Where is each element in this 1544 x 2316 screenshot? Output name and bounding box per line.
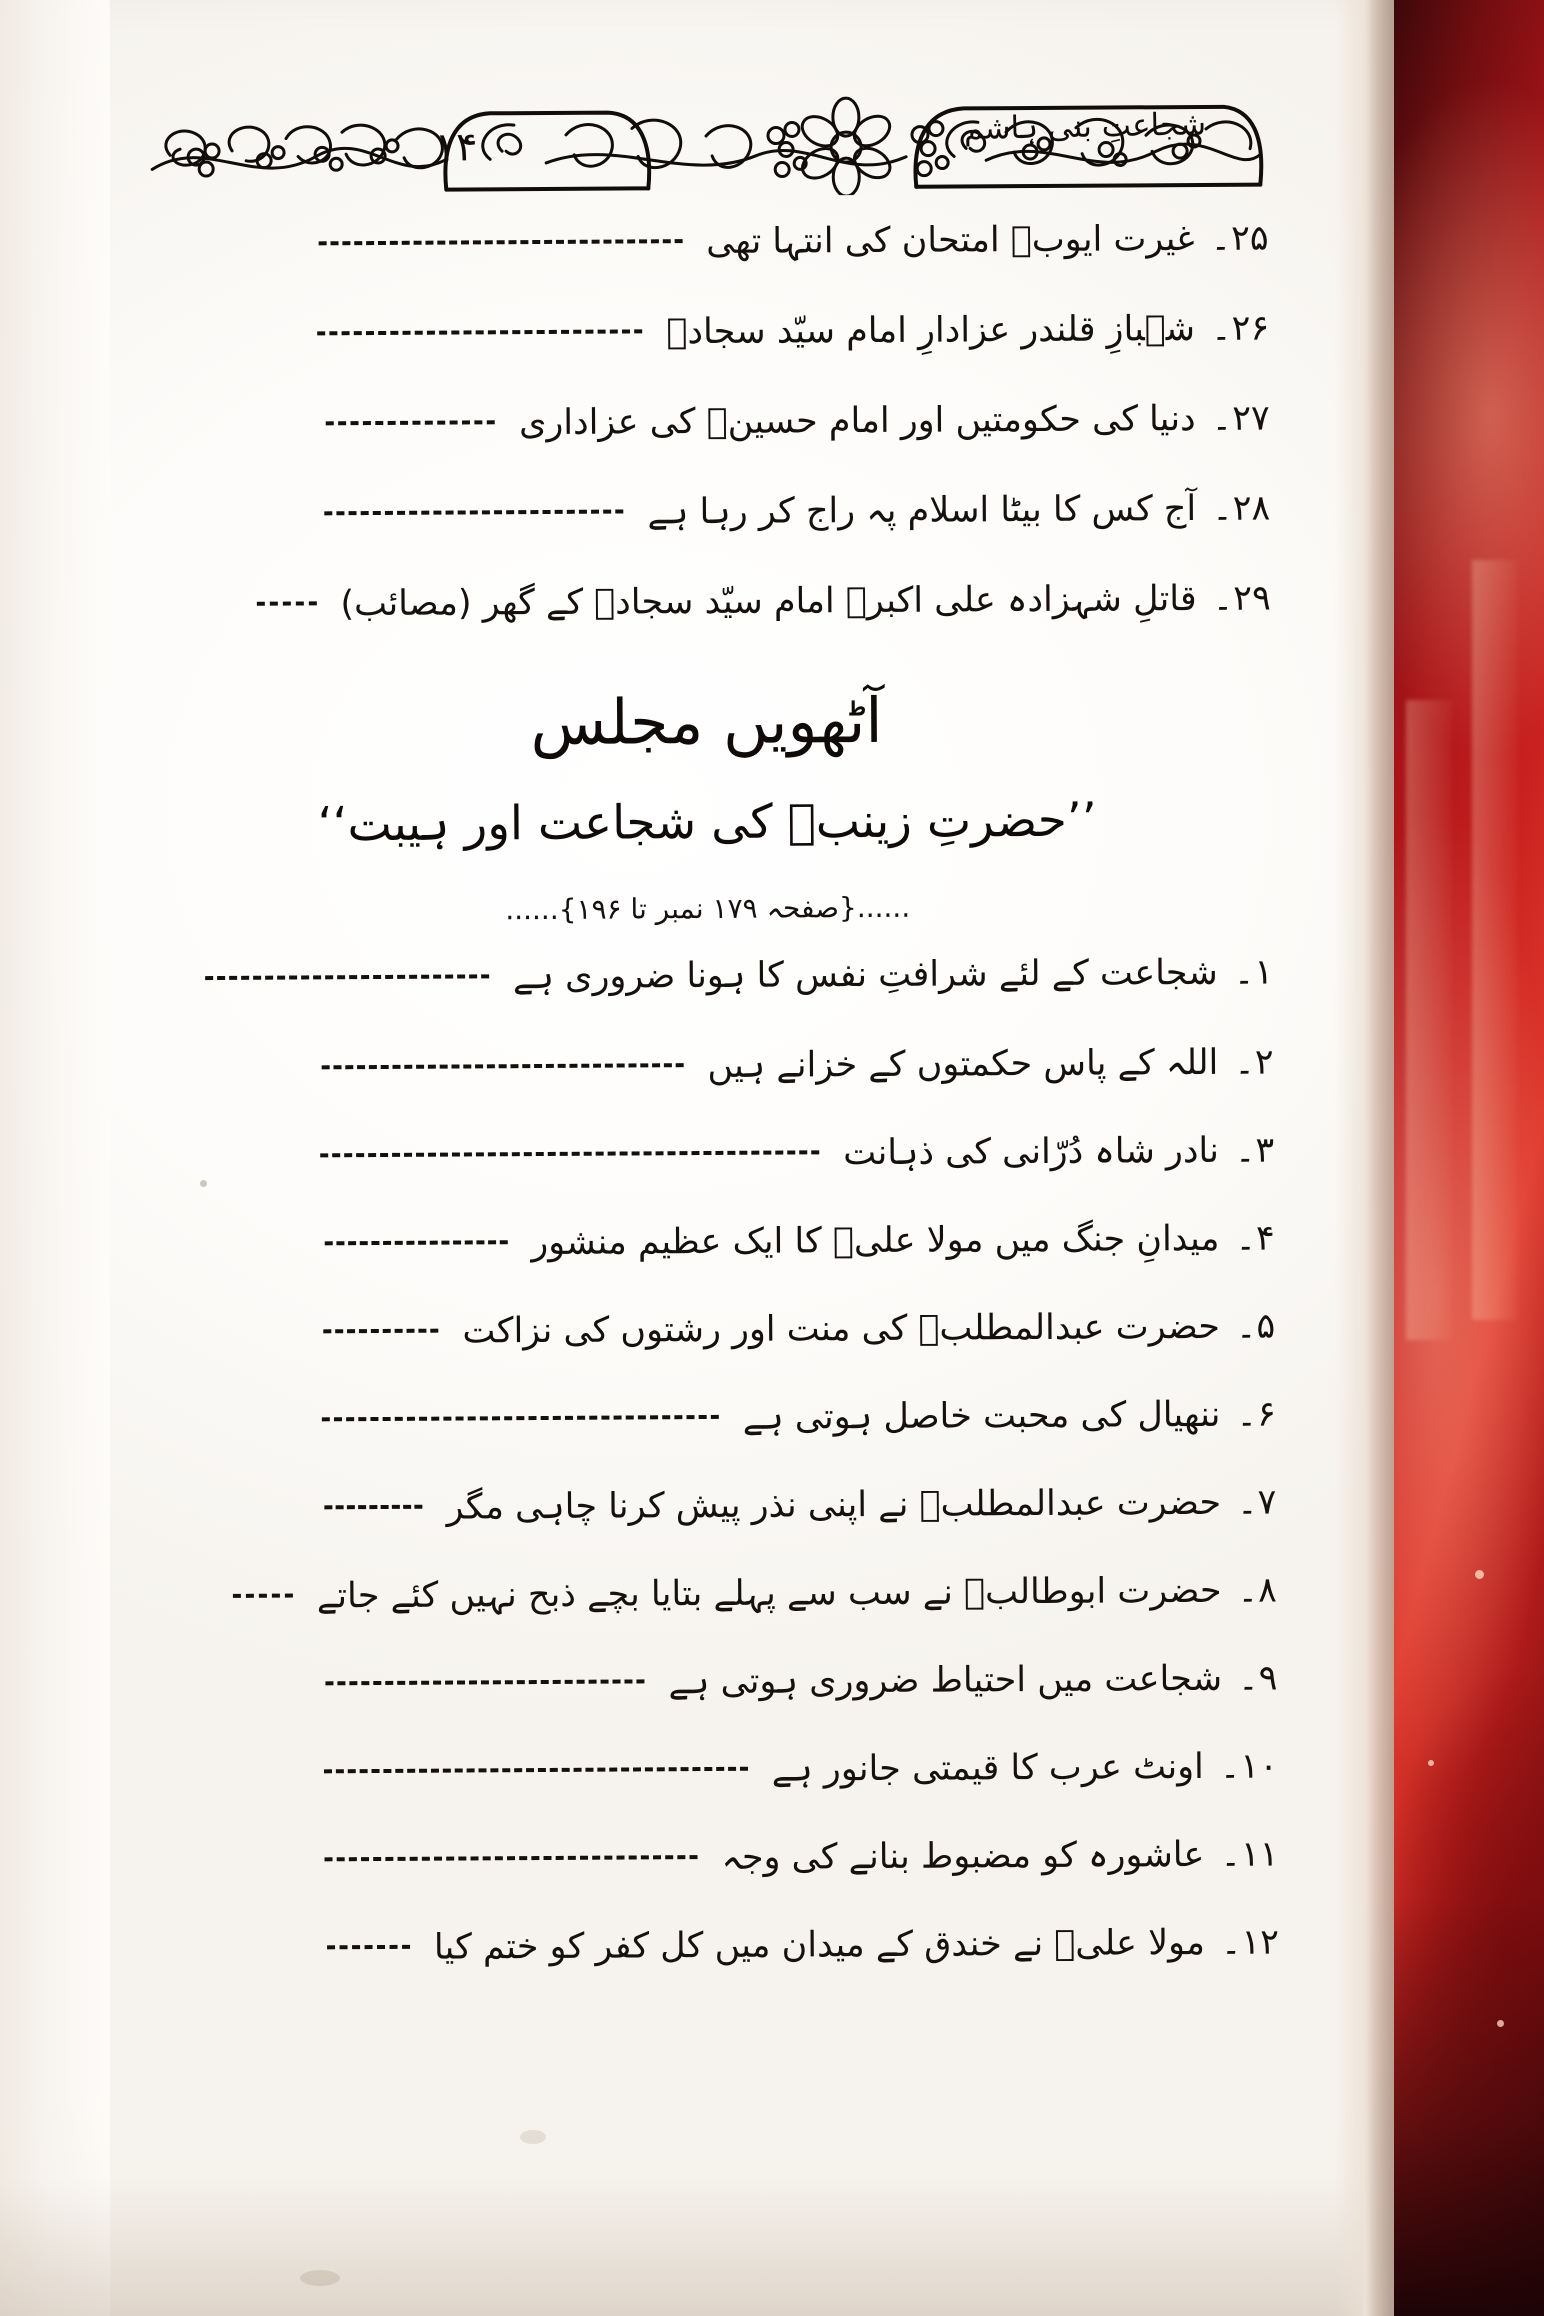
toc-entry-number: ۹۔ [1237, 1658, 1278, 1699]
toc-entry-number: ۱۱۔ [1220, 1834, 1279, 1875]
toc-entry-title: اللہ کے پاس حکمتوں کے خزانے ہیں [707, 1042, 1219, 1086]
toc-entry[interactable] [148, 1834, 1279, 1881]
edge-highlight-column [1406, 700, 1452, 1340]
toc-entry-number: ۱۲۔ [1220, 1922, 1280, 1963]
toc-leader-dashes [322, 1063, 684, 1069]
toc-entry[interactable] [139, 308, 1270, 355]
toc-leader-dashes [326, 420, 495, 425]
toc-leader-pad [144, 1167, 320, 1168]
toc-leader-pad [149, 1959, 327, 1960]
toc-entry-number: ۲۶۔ [1210, 308, 1270, 349]
page-curl-shadow [1334, 0, 1394, 2316]
toc-entry[interactable] [143, 952, 1274, 999]
toc-entry[interactable] [149, 1922, 1280, 1969]
toc-leader-pad [145, 1343, 323, 1344]
toc-leader-dashes [324, 509, 623, 515]
toc-entry-number: ۲۸۔ [1212, 488, 1271, 529]
toc-entry-number: ۶۔ [1236, 1394, 1276, 1435]
edge-speck [1497, 2020, 1504, 2027]
edge-highlight-column [1472, 560, 1518, 1320]
majlis-subtitle: ’’حضرتِ زینبؑ کی شجاعت اور ہیبت‘‘ [317, 792, 1097, 853]
toc-entry-number: ۴۔ [1235, 1218, 1275, 1259]
page-number: ۱۴ [434, 124, 478, 171]
toc-entry[interactable] [146, 1482, 1277, 1529]
toc-entry[interactable] [140, 398, 1270, 445]
paper-left-warp [0, 0, 110, 2316]
toc-entry-title: شجاعت میں احتیاط ضروری ہوتی ہے [668, 1658, 1223, 1703]
toc-leader-pad [139, 345, 317, 346]
toc-leader-dashes [325, 1855, 698, 1861]
toc-entry-number: ۷۔ [1236, 1482, 1277, 1523]
toc-leader-pad [140, 525, 324, 526]
toc-leader-pad [148, 1783, 324, 1784]
toc-entry-title: غیرت ایوبؑ امتحان کی انتہا تھی [706, 219, 1195, 262]
edge-speck [1428, 1760, 1434, 1766]
toc-entry-number: ۱۰۔ [1219, 1746, 1279, 1787]
toc-leader-dashes [317, 329, 642, 335]
toc-entry[interactable] [145, 1306, 1276, 1353]
page-content [137, 0, 1281, 2316]
toc-entry-title: ننھیال کی محبت خاصل ہوتی ہے [742, 1394, 1221, 1438]
toc-leader-dashes [325, 1240, 508, 1245]
toc-entry-title: مولا علیؑ نے خندق کے میدان میں کل کفر کو ختم کیا [433, 1922, 1206, 1968]
toc-entry-title: قاتلِ شہزادہ علی اکبرؑ امام سیّد سجادؑ کے گھر (مصائب) [340, 578, 1197, 625]
toc-entry[interactable] [147, 1570, 1278, 1617]
toc-entry-title: حضرت عبدالمطلبؑ کی منت اور رشتوں کی نزاکت [462, 1306, 1221, 1352]
toc-entry-number: ۲۹۔ [1212, 578, 1271, 619]
toc-leader-dashes [233, 1594, 293, 1598]
toc-entry[interactable] [148, 1746, 1279, 1793]
toc-entry-number: ۳۔ [1234, 1130, 1275, 1171]
toc-leader-dashes [323, 1329, 438, 1334]
toc-entry-number: ۱۔ [1233, 952, 1274, 993]
toc-entry-title: اونٹ عرب کا قیمتی جانور ہے [771, 1746, 1204, 1790]
toc-entry-number: ۲۵۔ [1210, 218, 1269, 259]
toc-entry-number: ۵۔ [1235, 1306, 1276, 1347]
toc-leader-pad [139, 255, 319, 256]
toc-entry[interactable] [146, 1394, 1276, 1441]
toc-entry-title: شجاعت کے لئے شرافتِ نفس کا ہونا ضروری ہے [512, 952, 1218, 998]
running-title: شجاعتِ بنی ہاشم [963, 106, 1207, 148]
toc-entry-title: آج کس کا بیٹا اسلام پہ راج کر رہا ہے [647, 489, 1197, 533]
toc-entry-title: میدانِ جنگ میں مولا علیؑ کا ایک عظیم منشور [531, 1218, 1220, 1264]
majlis-page-range-note: ......{صفحہ ۱۷۹ نمبر تا ۱۹۶}...... [505, 890, 911, 927]
edge-speck [1475, 1570, 1484, 1579]
toc-leader-pad [149, 1871, 325, 1872]
toc-leader-dashes [319, 239, 683, 245]
toc-entry-title: نادر شاہ دُرّانی کی ذہانت [843, 1130, 1220, 1174]
toc-leader-pad [146, 1519, 324, 1520]
majlis-heading: آٹھویں مجلس [530, 683, 883, 760]
toc-entry-number: ۸۔ [1237, 1570, 1278, 1611]
toc-entry[interactable] [140, 488, 1271, 535]
toc-leader-dashes [324, 1767, 748, 1774]
toc-leader-dashes [327, 1945, 410, 1950]
toc-entry[interactable] [145, 1218, 1275, 1265]
toc-entry[interactable] [141, 578, 1271, 625]
toc-entry[interactable] [139, 218, 1269, 265]
toc-leader-dashes [256, 601, 316, 605]
toc-entry[interactable] [144, 1130, 1275, 1177]
toc-leader-dashes [325, 1679, 644, 1685]
toc-leader-dashes [205, 974, 489, 980]
toc-leader-pad [146, 1431, 322, 1432]
toc-entry-title: حضرت عبدالمطلبؑ نے اپنی نذر پیش کرنا چاہی مگر [446, 1482, 1222, 1528]
toc-leader-dashes [322, 1415, 719, 1421]
toc-entry-title: عاشورہ کو مضبوط بنانے کی وجہ [721, 1834, 1205, 1878]
toc-entry-title: شہبازِ قلندر عزادارِ امام سیّد سجادؑ [666, 309, 1196, 353]
toc-entry[interactable] [144, 1042, 1274, 1089]
toc-leader-pad [140, 435, 326, 436]
toc-entry-number: ۲۷۔ [1211, 398, 1270, 439]
toc-leader-pad [144, 1079, 322, 1080]
toc-entry-number: ۲۔ [1234, 1042, 1274, 1083]
toc-entry[interactable] [147, 1658, 1278, 1705]
toc-entry-title: حضرت ابوطالبؑ نے سب سے پہلے بتایا بچے ذبح نہیں کئے جاتے [316, 1570, 1222, 1617]
toc-leader-pad [145, 1255, 325, 1256]
toc-leader-dashes [320, 1150, 819, 1157]
toc-entry-title: دنیا کی حکومتیں اور امام حسینؑ کی عزاداری [518, 399, 1196, 444]
toc-leader-pad [148, 1695, 326, 1696]
toc-leader-dashes [324, 1505, 422, 1510]
